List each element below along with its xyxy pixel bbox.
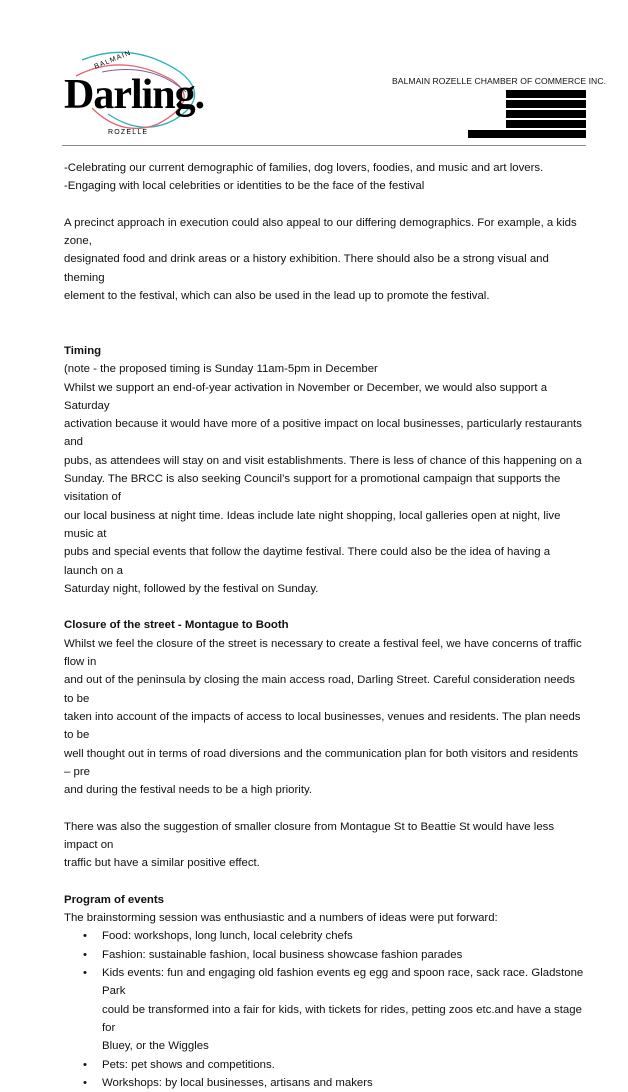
list-item-text: Pets: pet shows and competitions. [102, 1058, 275, 1071]
intro-line: -Engaging with local celebrities or identities to be the face of the festival [64, 180, 425, 193]
organisation-name: BALMAIN ROZELLE CHAMBER OF COMMERCE INC. [392, 76, 607, 86]
list-item-text: Fashion: sustainable fashion, local business showcase fashion parades [102, 948, 463, 961]
list-item-text: Workshops: by local businesses, artisans and makers [102, 1076, 373, 1089]
list-item [102, 1074, 584, 1092]
closure-extra-line: traffic but have a similar positive effect. [64, 857, 260, 870]
timing-line: Sunday. The BRCC is also seeking Council’s support for a promotional campaign that supports the visitation of [64, 473, 561, 504]
redaction-bar [506, 110, 586, 118]
list-item [102, 964, 584, 1055]
list-item-text: • Kids events: fun and engaging old fashion events eg egg and spoon race, sack race. Gladstone Park [102, 967, 584, 998]
timing-line: pubs, as attendees will stay on and visit establishments. There is less of chance of this happening on a [64, 454, 582, 467]
redaction-bar [506, 100, 586, 108]
timing-heading: Timing [64, 344, 102, 357]
logo-top-text: BALMAIN [93, 49, 133, 71]
closure-line: taken into account of the impacts of access to local businesses, venues and residents. The plan needs to be [64, 710, 581, 742]
precinct-line: designated food and drink areas or a history exhibition. There should also be a strong visual and theming [64, 253, 549, 284]
precinct-line: element to the festival, which can also be used in the lead up to promote the festival. [64, 290, 490, 303]
redaction-bar [506, 90, 586, 98]
document-body [64, 159, 584, 1092]
closure-extra-line: There was also the suggestion of smaller closure from Montague St to Beattie St would have less impact on [64, 820, 555, 851]
closure-line: Whilst we feel the closure of the street is necessary to create a festival feel, we have concerns of traffic flow in [64, 637, 582, 669]
list-item-text: Food: workshops, long lunch, local celebrity chefs [102, 930, 353, 943]
closure-line: well thought out in terms of road diversions and the communication plan for both visitors and residents – pre [64, 747, 579, 778]
list-item [102, 1056, 584, 1074]
closure-line: and out of the peninsula by closing the main access road, Darling Street. Careful consideration needs to be [64, 674, 575, 705]
redaction-bars [468, 90, 586, 140]
timing-line: (note - the proposed timing is Sunday 11am-5pm in December [64, 363, 378, 376]
program-heading: Program of events [64, 893, 165, 906]
closure-heading: Closure of the street - Montague to Booth [64, 619, 289, 632]
header-divider [62, 145, 586, 146]
redaction-bar [506, 120, 586, 128]
program-list [64, 927, 584, 1092]
program-intro: The brainstorming session was enthusiastic and a numbers of ideas were put forward: [64, 912, 498, 925]
list-item [102, 946, 584, 964]
precinct-line: A precinct approach in execution could also appeal to our differing demographics. For example, a kids zone, [64, 216, 577, 248]
list-item [102, 927, 584, 945]
logo-main-text: Darling. [64, 72, 205, 118]
timing-line: Saturday night, followed by the festival on Sunday. [64, 582, 319, 595]
list-item-text: Bluey, or the Wiggles [102, 1040, 209, 1053]
balmain-darling-rozelle-logo [62, 42, 222, 142]
timing-line: Whilst we support an end-of-year activation in November or December, we would also support a Saturday [64, 381, 548, 412]
list-item-text: could be transformed into a fair for kids, with tickets for rides, petting zoos etc.and have a stage for [102, 1003, 582, 1034]
redaction-bar [468, 130, 586, 138]
closure-line: and during the festival needs to be a high priority. [64, 784, 313, 797]
timing-line: activation because it would have more of a positive impact on local businesses, particularly restaurants and [64, 418, 582, 449]
logo-bottom-text: ROZELLE [108, 129, 149, 136]
timing-line: pubs and special events that follow the daytime festival. There could also be the idea of having a launch on a [64, 546, 551, 577]
timing-line: our local business at night time. Ideas include late night shopping, local galleries open at night, live music at [64, 509, 561, 540]
intro-line: -Celebrating our current demographic of families, dog lovers, foodies, and music and art lovers. [64, 162, 544, 174]
